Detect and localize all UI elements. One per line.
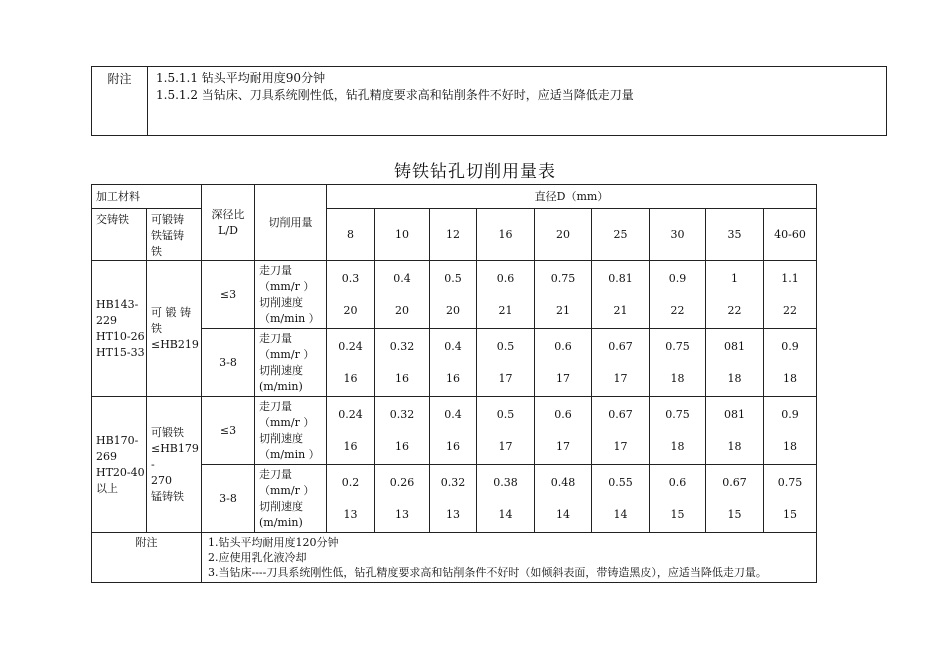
feed-value: 0.3 (341, 271, 360, 285)
feed-value: 0.26 (389, 475, 415, 489)
value-cell (706, 329, 764, 397)
feed-value: 1 (731, 271, 738, 285)
diameter-header: 40-60 (764, 209, 817, 261)
feed-value: 0.75 (665, 407, 690, 421)
feed-value: 0.9 (668, 271, 687, 285)
value-cell (535, 329, 592, 397)
depth-ratio: 3-8 (202, 329, 255, 397)
diameter-header: 25 (592, 209, 650, 261)
speed-value: 16 (395, 371, 409, 385)
value-cell (327, 261, 375, 329)
feed-value: 0.67 (722, 475, 747, 489)
feed-value: 0.55 (608, 475, 633, 489)
feed-value: 0.81 (608, 271, 633, 285)
feed-value: 0.75 (550, 271, 576, 285)
feed-value: 0.5 (496, 339, 515, 353)
feed-value: 0.4 (444, 339, 462, 353)
feed-value: 0.67 (608, 407, 633, 421)
table-row (92, 261, 817, 329)
value-cell (375, 329, 430, 397)
speed-value: 17 (498, 439, 513, 453)
diameter-header: 20 (535, 209, 592, 261)
value-cell (375, 397, 430, 465)
value-cell (535, 397, 592, 465)
value-cell (430, 465, 477, 533)
speed-value: 13 (395, 507, 409, 521)
feed-value: 0.5 (444, 271, 462, 285)
value-cell (477, 397, 535, 465)
header-diameter: 直径D（mm） (327, 185, 817, 209)
value-cell (477, 261, 535, 329)
speed-value: 18 (727, 371, 742, 385)
drilling-table (91, 184, 817, 583)
value-cell (706, 465, 764, 533)
feed-value: 0.9 (781, 407, 799, 421)
value-cell (592, 397, 650, 465)
cutting-param-label: 走刀量 （mm/r ） 切削速度 (m/min) (255, 329, 327, 397)
diameter-header: 30 (650, 209, 706, 261)
speed-value: 14 (556, 507, 570, 521)
value-cell (430, 261, 477, 329)
value-cell (706, 261, 764, 329)
value-cell (764, 329, 817, 397)
feed-value: 0.48 (550, 475, 576, 489)
value-cell (327, 329, 375, 397)
header-material-col2: 可锻铸 铁锰铸 铁 (147, 209, 202, 261)
notes-label: 附注 (92, 533, 202, 583)
value-cell (650, 329, 706, 397)
diameter-header: 12 (430, 209, 477, 261)
value-cell (477, 465, 535, 533)
speed-value: 18 (727, 439, 742, 453)
feed-value: 0.75 (777, 475, 803, 489)
value-cell (592, 465, 650, 533)
feed-value: 0.6 (668, 475, 687, 489)
feed-value: 0.24 (338, 407, 363, 421)
feed-value: 081 (724, 407, 745, 421)
top-note-line: 1.5.1.2 当钻床、刀具系统刚性低，钻孔精度要求高和钻削条件不好时，应适当降低走刀量 (156, 88, 634, 102)
value-cell (650, 465, 706, 533)
speed-value: 15 (783, 507, 797, 521)
value-cell (535, 261, 592, 329)
speed-value: 18 (783, 371, 797, 385)
speed-value: 21 (556, 303, 570, 317)
header-material: 加工材料 (92, 185, 202, 209)
cutting-param-label: 走刀量 （mm/r ） 切削速度 (m/min) (255, 465, 327, 533)
feed-value: 081 (724, 339, 745, 353)
value-cell (706, 397, 764, 465)
feed-value: 0.6 (554, 339, 572, 353)
speed-value: 20 (395, 303, 409, 317)
speed-value: 22 (783, 303, 797, 317)
speed-value: 13 (446, 507, 460, 521)
speed-value: 16 (343, 439, 358, 453)
feed-value: 0.4 (393, 271, 411, 285)
speed-value: 18 (670, 439, 685, 453)
speed-value: 17 (556, 439, 570, 453)
value-cell (327, 465, 375, 533)
feed-value: 0.4 (444, 407, 462, 421)
page-title: 铸铁钻孔切削用量表 (394, 162, 556, 182)
feed-value: 0.24 (338, 339, 363, 353)
header-cutting: 切削用量 (255, 185, 327, 261)
feed-value: 0.32 (440, 475, 466, 489)
feed-value: 0.6 (496, 271, 515, 285)
header-material-col1: 交铸铁 (92, 209, 147, 261)
speed-value: 22 (727, 303, 742, 317)
top-notes-text (148, 67, 887, 136)
speed-value: 16 (343, 371, 358, 385)
value-cell (592, 329, 650, 397)
speed-value: 18 (783, 439, 797, 453)
speed-value: 14 (613, 507, 628, 521)
speed-value: 17 (613, 371, 628, 385)
value-cell (430, 329, 477, 397)
material-type: 可 锻 铸 铁 ≤HB219 (147, 261, 202, 397)
header-depth-ratio: 深径比 L/D (202, 185, 255, 261)
value-cell (650, 261, 706, 329)
value-cell (764, 397, 817, 465)
value-cell (430, 397, 477, 465)
feed-value: 0.6 (554, 407, 572, 421)
depth-ratio: 3-8 (202, 465, 255, 533)
speed-value: 15 (727, 507, 742, 521)
speed-value: 17 (613, 439, 628, 453)
speed-value: 17 (498, 371, 513, 385)
speed-value: 14 (498, 507, 513, 521)
speed-value: 18 (670, 371, 685, 385)
feed-value: 0.32 (389, 407, 415, 421)
table-row (92, 397, 817, 465)
diameter-header: 10 (375, 209, 430, 261)
diameter-header: 8 (327, 209, 375, 261)
top-note-line: 1.5.1.1 钻头平均耐用度90分钟 (156, 71, 326, 85)
value-cell (764, 465, 817, 533)
value-cell (650, 397, 706, 465)
cutting-param-label: 走刀量 （mm/r ） 切削速度 （m/min ） (255, 397, 327, 465)
top-notes-label: 附注 (92, 67, 148, 136)
depth-ratio: ≤3 (202, 397, 255, 465)
diameter-header: 16 (477, 209, 535, 261)
feed-value: 0.32 (389, 339, 415, 353)
speed-value: 15 (670, 507, 685, 521)
diameter-header: 35 (706, 209, 764, 261)
speed-value: 21 (498, 303, 513, 317)
feed-value: 0.75 (665, 339, 690, 353)
value-cell (764, 261, 817, 329)
material-type: 可锻铁 ≤HB179 - 270 锰铸铁 (147, 397, 202, 533)
feed-value: 0.5 (496, 407, 515, 421)
speed-value: 13 (343, 507, 358, 521)
speed-value: 20 (343, 303, 358, 317)
feed-value: 0.2 (341, 475, 360, 489)
feed-value: 0.67 (608, 339, 633, 353)
speed-value: 20 (446, 303, 460, 317)
value-cell (592, 261, 650, 329)
value-cell (375, 465, 430, 533)
notes-text: 1.钻头平均耐用度120分钟 2.应使用乳化液冷却 3.当钻床----刀具系统刚性低，钻孔精度要求高和钻削条件不好时（如倾斜表面，带铸造黑皮），应适当降低走刀量。 (202, 533, 817, 583)
value-cell (327, 397, 375, 465)
feed-value: 1.1 (781, 271, 799, 285)
speed-value: 16 (446, 371, 460, 385)
material-grade: HB143- 229 HT10-26 HT15-33 (92, 261, 147, 397)
value-cell (535, 465, 592, 533)
feed-value: 0.38 (493, 475, 518, 489)
material-grade: HB170- 269 HT20-40 以上 (92, 397, 147, 533)
speed-value: 22 (670, 303, 685, 317)
speed-value: 16 (395, 439, 409, 453)
feed-value: 0.9 (781, 339, 799, 353)
cutting-param-label: 走刀量 （mm/r ） 切削速度 （m/min ） (255, 261, 327, 329)
speed-value: 21 (613, 303, 628, 317)
speed-value: 17 (556, 371, 570, 385)
top-notes-table (91, 66, 887, 136)
value-cell (375, 261, 430, 329)
depth-ratio: ≤3 (202, 261, 255, 329)
speed-value: 16 (446, 439, 460, 453)
value-cell (477, 329, 535, 397)
